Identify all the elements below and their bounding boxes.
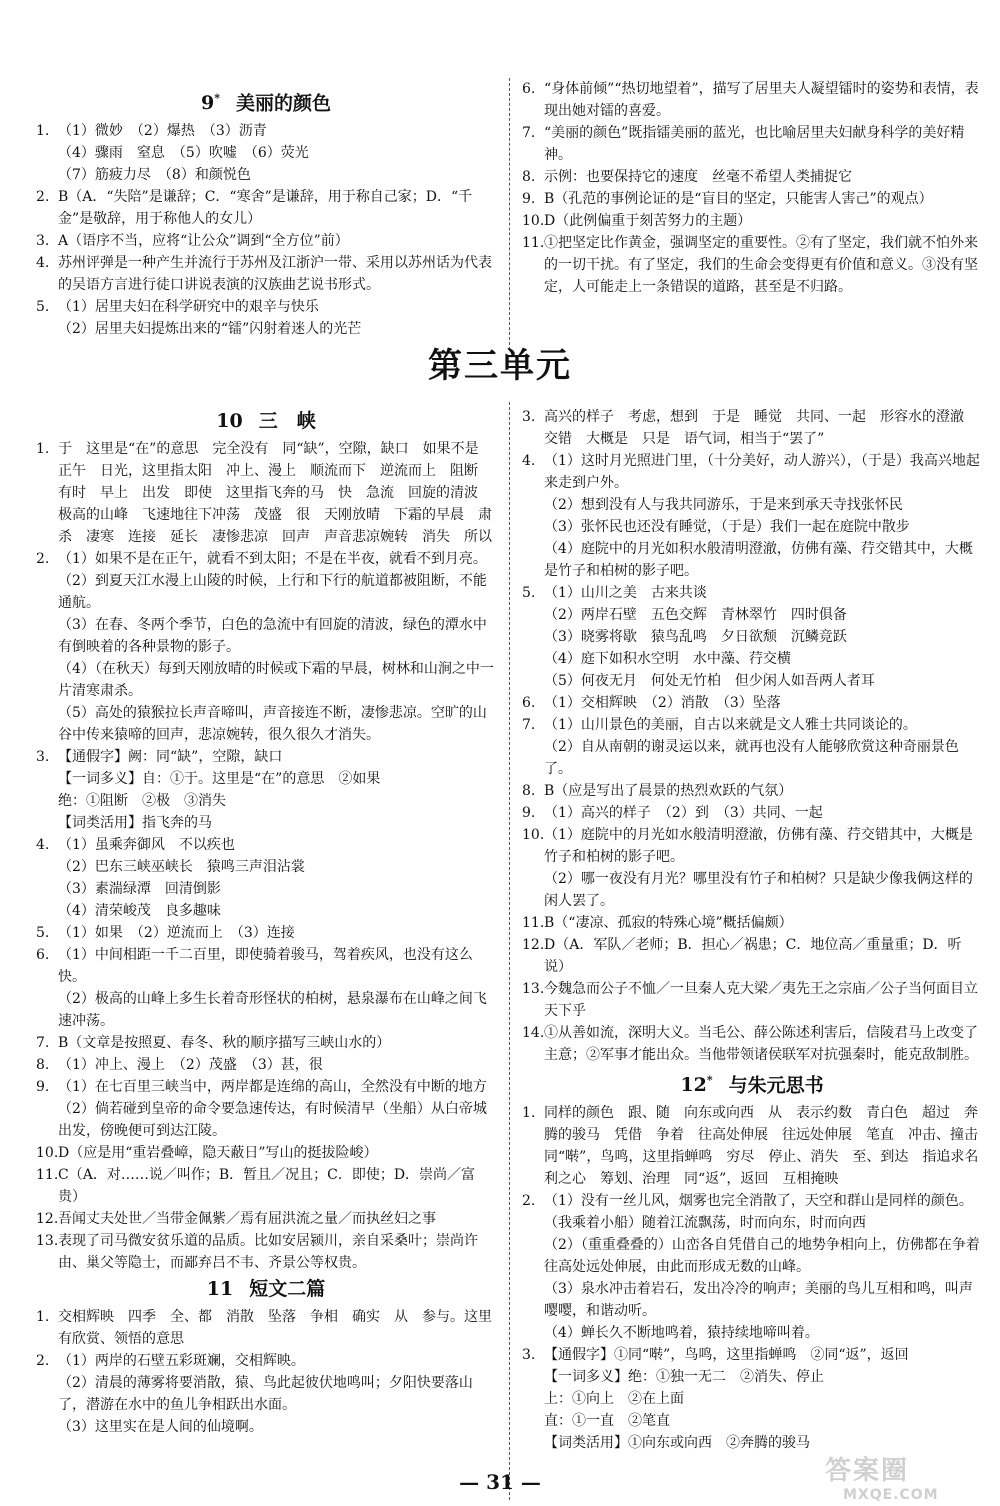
- answer-text: 【一词多义】自：①于。这里是“在”的意思 ②如果: [58, 771, 381, 787]
- answer-text: B（A．“失陪”是谦辞；C．“寒舍”是谦辞，用于称自己家；D．“千金”是敬辞，用于称他人的女儿）: [58, 189, 473, 228]
- answer-number: 6.: [36, 947, 50, 963]
- answer-text: （5）高处的猿猴拉长声音啼叫，声音接连不断，凄惨悲凉。空旷的山谷中传来猿啼的回声，悲凉婉转，很久很久才消失。: [58, 705, 487, 743]
- answer-line: [522, 626, 982, 648]
- answer-number: 4.: [522, 453, 536, 469]
- answer-line: [522, 1102, 992, 1190]
- answer-line: [522, 1322, 982, 1344]
- section-11-cont-lines: [522, 406, 982, 1066]
- answer-text: 交相辉映 四季 全、都 消散 坠落 争相 确实 从 参与。这里有欣赏、领悟的意思: [58, 1309, 492, 1347]
- answer-text: ①从善如流，深明大义。当毛公、薛公陈述利害后，信陵君马上改变了主意；②军事才能出众。当他带领诸侯联军对抗强秦时，能克敌制胜。: [544, 1025, 978, 1063]
- answer-number: 8.: [36, 1057, 50, 1073]
- answer-line: [522, 516, 982, 538]
- answer-text: （1）冲上、漫上 （2）茂盛 （3）甚，很: [58, 1057, 323, 1073]
- answer-line: [36, 1208, 496, 1230]
- answer-text: （2）居里夫妇提炼出来的“镭”闪射着迷人的光芒: [58, 321, 362, 338]
- answer-number: 8.: [522, 783, 536, 799]
- answer-text: （1）这时月光照进门里，（十分美好，动人游兴），（于是）我高兴地起来走到户外。: [544, 453, 980, 491]
- answer-text: （1）微妙 （2）爆热 （3）沥青: [58, 123, 267, 140]
- answer-text: 直：①一直 ②笔直: [544, 1413, 670, 1430]
- answer-line: [36, 186, 496, 230]
- answer-line: [522, 604, 982, 626]
- answer-line: [522, 78, 982, 122]
- answer-line: [522, 406, 982, 450]
- answer-number: 2.: [522, 1193, 536, 1210]
- answer-text: （1）庭院中的月光如水般清明澄澈，仿佛有藻、荇交错其中，大概是竹子和柏树的影子吧。: [544, 827, 973, 865]
- answer-line: [36, 878, 496, 900]
- answer-number: 11.: [522, 915, 545, 931]
- answer-text: （2）自从南朝的谢灵运以来，就再也没有人能够欣赏这种奇丽景色了。: [544, 739, 959, 777]
- watermark-line-1: 答案圈: [825, 1456, 910, 1486]
- answer-line: [36, 1032, 496, 1054]
- answer-line: [522, 670, 982, 692]
- answer-line: [522, 648, 982, 670]
- answer-number: 7.: [522, 717, 536, 733]
- answer-text: 苏州评弹是一种产生并流行于苏州及江浙沪一带、采用以苏州话为代表的吴语方言进行徒口讲说表演的汉族曲艺说书形式。: [58, 255, 492, 294]
- answer-number: 3.: [36, 749, 50, 765]
- answer-line: [36, 570, 496, 614]
- answer-text: （4）庭院中的月光如积水般清明澄澈，仿佛有藻、荇交错其中，大概是竹子和柏树的影子吧。: [544, 541, 973, 579]
- answer-number: 13.: [522, 981, 545, 997]
- answer-text: 上：①向上 ②在上面: [544, 1391, 684, 1408]
- answer-line: [522, 824, 982, 868]
- answer-line: [522, 868, 982, 912]
- answer-number: 10.: [522, 213, 545, 229]
- answer-text: （2）（重重叠叠的）山峦各自凭借自己的地势争相向上，仿佛都在争着往高处远处伸展，由此而形成无数的山峰。: [544, 1237, 980, 1276]
- answer-line: [522, 912, 982, 934]
- answer-text: 【通假字】阙：同“缺”，空隙，缺口: [58, 749, 283, 765]
- watermark-line-2: MXQE.COM: [843, 1487, 939, 1503]
- answer-number: 10.: [36, 1145, 59, 1161]
- answer-line: [522, 1190, 982, 1234]
- answer-text: （1）交相辉映 （2）消散 （3）坠落: [544, 695, 781, 711]
- answer-text: D（此例偏重于刻苦努力的主题）: [544, 213, 752, 229]
- answer-number: 11.: [36, 1167, 59, 1183]
- column-divider-bottom: [509, 402, 510, 1500]
- answer-text: “美丽的颜色”既指镭美丽的蓝光，也比喻居里夫妇献身科学的美好精神。: [544, 125, 965, 163]
- answer-number: 5.: [36, 299, 50, 316]
- answer-text: （4）蝉长久不断地鸣着，猿持续地啼叫着。: [544, 1325, 819, 1342]
- answer-line: [522, 692, 982, 714]
- answer-text: （1）山川之美 古来共谈: [544, 585, 707, 601]
- answer-line: [36, 834, 496, 856]
- section-12-title: 12* 与朱元思书: [680, 1074, 824, 1097]
- answer-number: 8.: [522, 169, 536, 185]
- answer-number: 11.: [522, 235, 545, 251]
- section-9-title: 9* 美丽的颜色: [200, 92, 331, 115]
- answer-text: ①把坚定比作黄金，强调坚定的重要性。②有了坚定，我们就不怕外来的一切干扰。有了坚定，我们的生命会变得更有价值和意义。③没有坚定，人可能走上一条错误的道路，甚至是不归路。: [544, 235, 978, 295]
- answer-line: [522, 1410, 982, 1432]
- answer-line: [522, 188, 982, 210]
- answer-text: （1）没有一丝儿风，烟雾也完全消散了，天空和群山是同样的颜色。（我乘着小船）随着江流飘荡，时而向东，时而向西: [544, 1193, 973, 1232]
- answer-text: 高兴的样子 考虑，想到 于是 睡觉 共同、一起 形容水的澄澈 交错 大概是 只是 语气词，相当于“罢了”: [544, 409, 978, 447]
- left-column: [36, 406, 496, 1438]
- page-number: — 31 —: [459, 1470, 541, 1494]
- answer-text: （5）何夜无月 何处无竹柏 但少闲人如吾两人者耳: [544, 673, 875, 689]
- answer-line: [36, 296, 496, 318]
- answer-text: （1）如果 （2）逆流而上 （3）连接: [58, 925, 295, 941]
- answer-line: [36, 548, 496, 570]
- answer-line: [36, 658, 496, 702]
- answer-line: [36, 1350, 496, 1372]
- answer-number: 5.: [522, 585, 536, 601]
- answer-line: [36, 1164, 496, 1208]
- answer-text: 【一词多义】绝：①独一无二 ②消失、停止: [544, 1369, 824, 1386]
- answer-number: 5.: [36, 925, 50, 941]
- answer-line: [36, 988, 496, 1032]
- answer-line: [36, 1054, 496, 1076]
- section-9-continued: [522, 78, 982, 298]
- answer-number: 7.: [36, 1035, 50, 1051]
- answer-line: [522, 1278, 982, 1322]
- answer-text: （2）想到没有人与我共同游乐，于是来到承天寺找张怀民: [544, 497, 903, 513]
- answer-text: （4）清荣峻茂 良多趣味: [58, 903, 221, 919]
- section-11-lines: [36, 1306, 496, 1438]
- answer-number: 1.: [522, 1105, 536, 1122]
- answer-line: [522, 714, 982, 736]
- answer-text: （4）庭下如积水空明 水中藻、荇交横: [544, 651, 791, 667]
- answer-text: （2）巴东三峡巫峡长 猿鸣三声泪沾裳: [58, 859, 305, 875]
- answer-text: （4）骤雨 窒息 （5）吹嘘 （6）荧光: [58, 145, 309, 162]
- answer-text: （2）到夏天江水漫上山陵的时候，上行和下行的航道都被阻断，不能通航。: [58, 573, 487, 611]
- answer-line: [36, 1076, 496, 1098]
- answer-line: [36, 142, 496, 164]
- answer-number: 4.: [36, 255, 50, 272]
- answer-text: （3）这里实在是人间的仙境啊。: [58, 1419, 263, 1435]
- answer-text: 【词类活用】①向东或向西 ②奔腾的骏马: [544, 1435, 810, 1452]
- answer-number: 2.: [36, 189, 50, 206]
- section-11-title: 11 短文二篇: [206, 1278, 326, 1300]
- section-10-lines: [36, 438, 496, 1274]
- answer-line: [522, 122, 982, 166]
- answer-number: 6.: [522, 81, 536, 97]
- section-12-lines: [522, 1102, 992, 1454]
- answer-line: [522, 166, 982, 188]
- answer-line: [522, 978, 982, 1022]
- answer-line: [522, 934, 982, 978]
- answer-line: [36, 614, 496, 658]
- watermark-logo: [825, 1450, 985, 1503]
- answer-line: [36, 790, 496, 812]
- answer-line: [36, 702, 496, 746]
- answer-text: （2）哪一夜没有月光？哪里没有竹子和柏树？只是缺少像我俩这样的闲人罢了。: [544, 871, 973, 909]
- answer-text: A（语序不当，应将“让公众”调到“全方位”前）: [58, 233, 349, 250]
- answer-line: [522, 1366, 982, 1388]
- answer-text: （1）中间相距一千二百里，即使骑着骏马，驾着疾风，也没有这么快。: [58, 947, 473, 985]
- answer-text: （3）素湍绿潭 回清倒影: [58, 881, 221, 897]
- answer-line: [522, 1022, 982, 1066]
- answer-text: D（应是用“重岩叠嶂，隐天蔽日”写山的挺拔险峻）: [58, 1145, 378, 1161]
- answer-text: 绝：①阻断 ②极 ③消失: [58, 793, 226, 809]
- answer-line: [36, 120, 496, 142]
- answer-line: [36, 944, 496, 988]
- answer-number: 4.: [36, 837, 50, 853]
- answer-number: 9.: [522, 191, 536, 207]
- answer-line: [522, 1234, 982, 1278]
- answer-text: 示例：也要保持它的速度 丝毫不希望人类捕捉它: [544, 169, 852, 185]
- answer-line: [522, 736, 982, 780]
- answer-text: B（文章是按照夏、春冬、秋的顺序描写三峡山水的）: [58, 1035, 391, 1051]
- right-column: [522, 406, 992, 1454]
- answer-number: 9.: [36, 1079, 50, 1095]
- answer-text: 今魏急而公子不恤／一旦秦人克大梁／夷先王之宗庙／公子当何面目立天下乎: [544, 981, 978, 1019]
- answer-line: [522, 1388, 982, 1410]
- answer-line: [36, 1142, 496, 1164]
- answer-text: （1）山川景色的美丽，自古以来就是文人雅士共同谈论的。: [544, 717, 917, 733]
- answer-text: B（“凄凉、孤寂的特殊心境”概括偏颇）: [544, 915, 793, 931]
- answer-text: 于 这里是“在”的意思 完全没有 同“缺”，空隙，缺口 如果不是 正午 日光，这里指太阳 冲上、漫上 顺流而下 逆流而上 阻断 有时 早上 出发 即使 这里指飞奔的马 快 急流 回旋的清波 极高的山峰 飞速地往下冲荡 茂盛 很 天刚放晴 下霜的早晨 肃杀 凄寒 连接 延长 凄惨悲凉 回声 声音悲凉婉转 消失 所以: [58, 441, 493, 545]
- answer-line: [36, 856, 496, 878]
- answer-text: （1）虽乘奔御风 不以疾也: [58, 837, 235, 853]
- answer-number: 2.: [36, 1353, 50, 1369]
- answer-text: （4）（在秋天）每到天刚放晴的时候或下霜的早晨，树林和山涧之中一片清寒肃杀。: [58, 661, 494, 699]
- answer-line: [36, 768, 496, 790]
- answer-number: 1.: [36, 1309, 50, 1325]
- answer-number: 3.: [522, 1347, 536, 1364]
- answer-text: （1）如果不是在正午，就看不到太阳；不是在半夜，就看不到月亮。: [58, 551, 487, 567]
- answer-number: 12.: [36, 1211, 59, 1227]
- answer-number: 1.: [36, 441, 50, 457]
- answer-text: “身体前倾”“热切地望着”，描写了居里夫人凝望镭时的姿势和表情，表现出她对镭的喜爱。: [544, 81, 979, 119]
- column-divider-top: [509, 78, 510, 350]
- answer-text: 表现了司马微安贫乐道的品质。比如安居颍川，亲自采桑叶；崇尚许由、巢父等隐士，而鄙弃吕不韦、齐景公等权贵。: [58, 1233, 478, 1271]
- answer-text: 【通假字】①同“啭”，鸟鸣，这里指蝉鸣 ②同“返”，返回: [544, 1347, 909, 1364]
- answer-line: [36, 164, 496, 186]
- answer-text: （2）倘若碰到皇帝的命令要急速传达，有时候清早（坐船）从白帝城出发，傍晚便可到达江陵。: [58, 1101, 487, 1139]
- answer-text: （2）清晨的薄雾将要消散，猿、鸟此起彼伏地鸣叫；夕阳快要落山了，潜游在水中的鱼儿争相跃出水面。: [58, 1375, 473, 1413]
- section-10-title: 10 三 峡: [216, 410, 316, 432]
- answer-line: [522, 802, 982, 824]
- answer-text: 【词类活用】指飞奔的马: [58, 815, 212, 831]
- answer-number: 14.: [522, 1025, 545, 1041]
- answer-line: [522, 582, 982, 604]
- answer-line: [36, 900, 496, 922]
- answer-line: [522, 780, 982, 802]
- answer-text: （3）在春、冬两个季节，白色的急流中有回旋的清波，绿色的潭水中有倒映着的各种景物的影子。: [58, 617, 487, 655]
- answer-number: 1.: [36, 123, 50, 140]
- answer-line: [36, 812, 496, 834]
- answer-text: D（A．军队／老师；B．担心／祸患；C．地位高／重量重；D．听说）: [544, 937, 962, 975]
- answer-line: [36, 1416, 496, 1438]
- answer-line: [36, 438, 496, 548]
- answer-number: 7.: [522, 125, 536, 141]
- answer-text: （1）居里夫妇在科学研究中的艰辛与快乐: [58, 299, 319, 316]
- answer-line: [36, 1230, 496, 1274]
- answer-text: 吾闻丈夫处世／当带金佩紫／焉有屈洪流之量／而执丝妇之事: [58, 1211, 436, 1227]
- answer-text: B（应是写出了晨景的热烈欢跃的气氛）: [544, 783, 793, 799]
- answer-text: （3）晓雾将歇 猿鸟乱鸣 夕日欲颓 沉鳞竞跃: [544, 629, 847, 645]
- answer-text: （2）极高的山峰上多生长着奇形怪状的柏树，悬泉瀑布在山峰之间飞速冲荡。: [58, 991, 487, 1029]
- answer-line: [36, 922, 496, 944]
- answer-line: [522, 210, 982, 232]
- answer-line: [36, 230, 496, 252]
- section-9-cont-lines: [522, 78, 982, 298]
- answer-number: 6.: [522, 695, 536, 711]
- answer-number: 3.: [522, 409, 536, 425]
- answer-text: （1）在七百里三峡当中，两岸都是连绵的高山，全然没有中断的地方: [58, 1079, 487, 1095]
- answer-text: B（孔范的事例论证的是“盲目的坚定，只能害人害己”的观点）: [544, 191, 933, 207]
- answer-text: 同样的颜色 跟、随 向东或向西 从 表示约数 青白色 超过 奔腾的骏马 凭借 争着 往高处伸展 往远处伸展 笔直 冲击、撞击 同“啭”，鸟鸣，这里指蝉鸣 穷尽 停止、消失 至、到达 指追求名利之心 筹划、治理 同“返”，返回 互相掩映: [544, 1105, 992, 1188]
- section-9-lines: [36, 120, 496, 340]
- answer-text: （3）泉水冲击着岩石，发出冷冷的响声；美丽的鸟儿互相和鸣，叫声嘤嘤，和谐动听。: [544, 1281, 973, 1320]
- answer-line: [36, 1306, 496, 1350]
- answer-text: （2）两岸石壁 五色交辉 青林翠竹 四时俱备: [544, 607, 847, 623]
- answer-number: 13.: [36, 1233, 59, 1249]
- answer-line: [522, 494, 982, 516]
- answer-number: 2.: [36, 551, 50, 567]
- answer-text: （1）两岸的石壁五彩斑斓，交相辉映。: [58, 1353, 305, 1369]
- answer-text: （1）高兴的样子 （2）到 （3）共同、一起: [544, 805, 823, 821]
- answer-line: [36, 1372, 496, 1416]
- answer-line: [522, 1344, 982, 1366]
- answer-text: （7）筋疲力尽 （8）和颜悦色: [58, 167, 251, 184]
- answer-line: [36, 746, 496, 768]
- answer-number: 3.: [36, 233, 50, 250]
- answer-text: （3）张怀民也还没有睡觉，（于是）我们一起在庭院中散步: [544, 519, 910, 535]
- answer-line: [522, 232, 982, 298]
- answer-number: 9.: [522, 805, 536, 821]
- answer-number: 12.: [522, 937, 545, 953]
- answer-text: C（A．对……说／叫作；B．暂且／况且；C．即使；D．崇尚／富贵）: [58, 1167, 476, 1205]
- answer-line: [522, 538, 982, 582]
- section-9: [36, 84, 496, 340]
- answer-line: [522, 450, 982, 494]
- answer-line: [36, 1098, 496, 1142]
- answer-number: 10.: [522, 827, 545, 843]
- answer-line: [36, 252, 496, 296]
- unit-title: 第三单元: [428, 346, 572, 386]
